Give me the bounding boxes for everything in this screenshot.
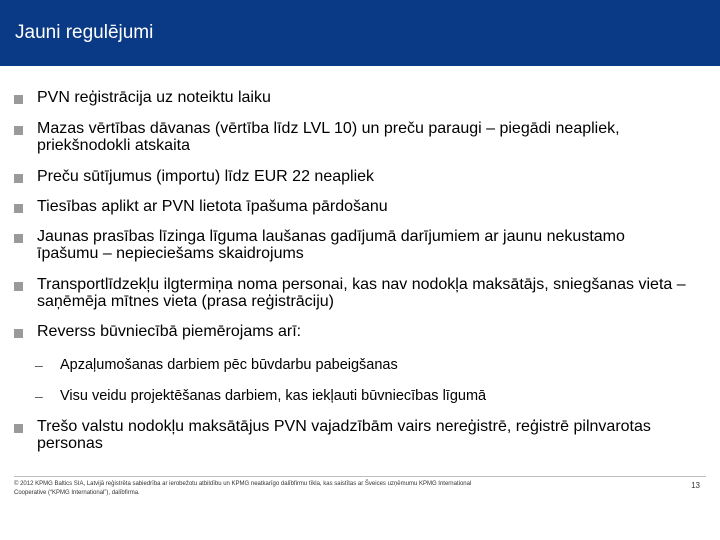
sub-bullet-text: Visu veidu projektēšanas darbiem, kas iekļauti būvniecības līgumā: [60, 388, 487, 404]
bullet-text: Reverss būvniecībā piemērojams arī:: [37, 323, 302, 340]
bullet-square-icon: [14, 126, 23, 135]
bullet-square-icon: [14, 282, 23, 291]
bullet-text: PVN reģistrācija uz noteiktu laiku: [37, 89, 271, 106]
bullet-text: Trešo valstu nodokļu maksātājus PVN vajadzībām vairs nereģistrē, reģistrē pilnvarotas personas: [37, 418, 651, 452]
bullet-text: Transportlīdzekļu ilgtermiņa noma personai, kas nav nodokļa maksātājs, sniegšanas vieta – saņēmēja mītnes vieta (prasa reģistrāciju): [37, 276, 686, 310]
bullet-square-icon: [14, 95, 23, 104]
footer-legal-text: © 2012 KPMG Baltics SIA, Latvijā reģistrēta sabiedrība ar ierobežotu atbildību un KPMG neatkarīgo dalībfirmu tīkla, kas saistītas ar Šveices uzņēmumu KPMG International Cooperative (“KPMG International”), dalībfirma.: [14, 481, 472, 496]
bullet-square-icon: [14, 329, 23, 338]
slide-title: Jauni regulējumi: [15, 22, 154, 43]
bullet-square-icon: [14, 204, 23, 213]
dash-icon: –: [35, 357, 43, 373]
footer-divider: [14, 476, 706, 477]
bullet-square-icon: [14, 174, 23, 183]
bullet-text: Mazas vērtības dāvanas (vērtība līdz LVL 10) un preču paraugi – piegādi neapliek, priekšnodokli atskaita: [37, 120, 620, 154]
sub-bullet-text: Apzaļumošanas darbiem pēc būvdarbu pabeigšanas: [60, 357, 398, 373]
bullet-square-icon: [14, 424, 23, 433]
bullet-text: Preču sūtījumus (importu) līdz EUR 22 neapliek: [37, 168, 375, 185]
bullet-text: Tiesības aplikt ar PVN lietota īpašuma pārdošanu: [37, 198, 388, 215]
dash-icon: –: [35, 388, 43, 404]
bullet-text: Jaunas prasības līzinga līguma laušanas gadījumā darījumiem ar jaunu nekustamo īpašumu – nepieciešams skaidrojums: [37, 228, 625, 262]
page-number: 13: [691, 481, 700, 490]
bullet-square-icon: [14, 234, 23, 243]
